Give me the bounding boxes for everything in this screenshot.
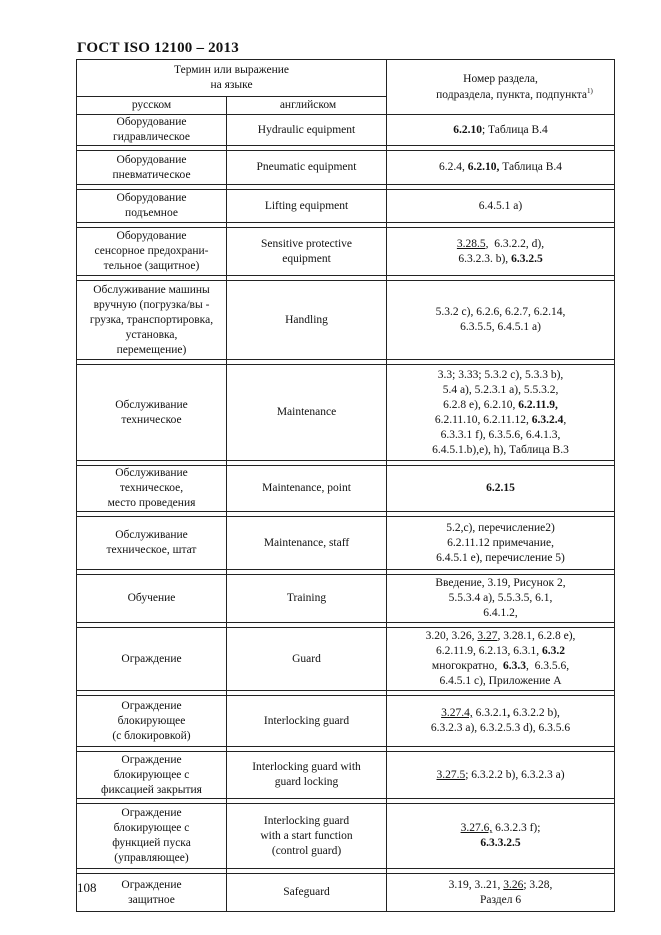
section-reference-line (390, 706, 611, 721)
term-russian-cell (77, 874, 227, 912)
section-reference-line (390, 606, 611, 621)
term-russian-line: (управляющее) (114, 852, 189, 864)
section-reference-line (390, 305, 611, 320)
section-reference-segment: 6.3.2 (541, 645, 565, 657)
section-reference-line (390, 413, 611, 428)
section-reference-cell (387, 365, 615, 461)
language-header-cell (77, 60, 387, 97)
section-reference-segment: , 6.3.5.6, (525, 660, 570, 672)
term-english-line: with a start function (260, 829, 353, 842)
term-english-line: guard locking (274, 776, 339, 788)
footnote-marker: 1) (587, 87, 593, 96)
section-reference-line (390, 821, 611, 836)
term-english-line: Sensitive protective (260, 237, 353, 250)
table-row (77, 804, 615, 869)
table-row (77, 151, 615, 185)
section-reference-segment: 3.26 (503, 878, 524, 891)
section-reference-segment: 6.4.5.1.b),е), h), Таблица В.3 (432, 443, 569, 456)
section-reference-line (390, 551, 611, 566)
section-reference-segment: 6.2.11.9, (518, 398, 558, 411)
section-reference-segment: 3.28.5, (456, 237, 489, 250)
term-russian-cell (77, 628, 227, 691)
term-russian-line: место проведения (107, 497, 196, 509)
term-english-line: Pneumatic equipment (256, 161, 357, 173)
term-english-line: Maintenance, staff (263, 536, 350, 549)
section-reference-segment: 6.3.5.5, 6.4.5.1 a) (460, 321, 541, 333)
term-russian-cell (77, 151, 227, 185)
section-reference-segment: многократно, (431, 660, 503, 672)
section-reference-segment: 6.3.2.1 (472, 707, 508, 719)
term-russian-cell (77, 190, 227, 223)
section-reference-segment: 6.4.5.1 с), Приложение А (439, 675, 562, 687)
term-russian-line: грузка, транспортировка, (89, 313, 214, 326)
section-reference-line (390, 644, 611, 659)
section-reference-segment: 6.2.11.10, 6.2.11.12, (434, 413, 532, 426)
section-reference-line (390, 123, 611, 138)
section-reference-cell (387, 115, 615, 146)
section-reference-segment: 6.3.3.1 f), 6.3.5.6, 6.4.1.3, (440, 428, 561, 441)
section-reference-cell (387, 190, 615, 223)
section-reference-cell (387, 874, 615, 912)
term-russian-line: Ограждение (121, 652, 182, 665)
term-russian-cell (77, 752, 227, 799)
section-reference-segment: 5.4 a), 5.2.3.1 a), 5.5.3.2, (442, 383, 559, 396)
section-reference-line (390, 536, 611, 551)
term-russian-line: блокирующее с (113, 822, 190, 834)
section-reference-line (390, 521, 611, 536)
section-reference-segment: 6.3.2.2 b), (510, 707, 560, 719)
term-russian-line: Ограждение (121, 807, 182, 819)
page-number: 108 (77, 880, 97, 895)
term-english-line: Handling (285, 313, 328, 326)
term-russian-line: Обслуживание машины (93, 283, 210, 296)
term-english-line: equipment (282, 252, 331, 265)
table-row (77, 228, 615, 276)
term-russian-line: сенсорное предохрани- (94, 245, 209, 257)
section-reference-segment: 6.2.10, (467, 161, 500, 173)
term-russian-line: гидравлическое (112, 131, 191, 143)
section-reference-segment: 6.3.2.4 (531, 413, 564, 426)
section-reference-segment: 6.3.2.5 (511, 252, 543, 265)
term-russian-line: Обучение (127, 592, 176, 604)
section-reference-line (390, 320, 611, 335)
section-reference-segment: 6.2.4, (439, 161, 468, 173)
section-reference-segment: 6.3.2.2, d), (488, 237, 545, 250)
document-title: ГОСТ ISO 12100 – 2013 (77, 40, 239, 56)
term-english-line: Maintenance, point (262, 482, 351, 494)
section-reference-cell (387, 628, 615, 691)
table-row (77, 628, 615, 691)
section-reference-line (390, 674, 611, 689)
term-russian-line: блокирующее с (113, 768, 190, 781)
term-english-cell (227, 115, 387, 146)
term-russian-line: установка, (125, 328, 178, 341)
section-reference-line (390, 836, 611, 851)
term-english-line: Safeguard (283, 886, 330, 898)
table-row (77, 517, 615, 570)
term-russian-line: Ограждение (121, 878, 182, 891)
section-reference-segment: 6.4.5.1 е), перечисление 5) (436, 551, 565, 564)
term-english-cell (227, 628, 387, 691)
term-russian-cell (77, 696, 227, 747)
term-english-line: Training (286, 592, 327, 604)
section-reference-segment: 6.2.11.9, 6.2.13, 6.3.1, (436, 645, 542, 657)
section-reference-segment: 6.4.1.2, (483, 607, 518, 619)
term-russian-cell (77, 281, 227, 360)
term-english-cell (227, 696, 387, 747)
term-english-cell (227, 874, 387, 912)
term-russian-line: (с блокировкой) (112, 729, 191, 742)
term-russian-line: Оборудование (116, 153, 187, 166)
section-reference-segment: 6.3.3.2.5 (480, 837, 521, 849)
term-english-line: Interlocking guard (263, 714, 350, 727)
term-english-line: Lifting equipment (264, 199, 349, 212)
term-russian-cell (77, 575, 227, 623)
term-russian-line: Оборудование (116, 192, 187, 204)
term-english-cell (227, 466, 387, 512)
section-reference-line (390, 629, 611, 644)
section-reference-line (390, 368, 611, 383)
reference-header-cell (387, 60, 615, 115)
table-row (77, 575, 615, 623)
table-row (77, 281, 615, 360)
section-reference-segment: 6.2.8 е), 6.2.10, (443, 398, 519, 411)
section-reference-segment: 6.3.2.3 a), 6.3.2.5.3 d), 6.3.5.6 (430, 722, 571, 734)
section-reference-segment: 5.5.3.4 а), 5.5.3.5, 6.1, (448, 592, 553, 604)
term-russian-line: Ограждение (121, 753, 182, 766)
section-reference-line (390, 443, 611, 458)
term-russian-line: тельное (защитное) (103, 260, 200, 272)
term-russian-cell (77, 517, 227, 570)
term-russian-line: Оборудование (116, 116, 187, 128)
section-reference-line (390, 878, 611, 893)
term-russian-line: блокирующее (117, 714, 186, 727)
section-reference-cell (387, 804, 615, 869)
term-russian-line: фиксацией закрытия (101, 783, 202, 796)
term-russian-line: функцией пуска (112, 837, 191, 849)
section-reference-segment: Таблица В.4 (499, 161, 562, 173)
section-reference-segment: 5.3.2 c), 6.2.6, 6.2.7, 6.2.14, (435, 306, 566, 318)
table-row (77, 696, 615, 747)
term-russian-line: Ограждение (121, 699, 182, 712)
section-reference-segment: 6.4.5.1 а) (478, 199, 523, 212)
reference-header-line (390, 87, 611, 103)
section-reference-line (390, 893, 611, 908)
section-reference-segment: Раздел 6 (479, 893, 522, 906)
term-russian-line: пневматическое (112, 168, 191, 181)
term-russian-line: Обслуживание (115, 529, 188, 541)
section-reference-segment: 6.2.11.12 примечание, (447, 536, 554, 549)
section-reference-segment: 3.20, 3.26, (425, 630, 478, 642)
term-english-line: (control guard) (271, 844, 342, 857)
section-reference-segment: , 3.28.1, 6.2.8 е), (497, 630, 576, 642)
section-reference-segment: ; 3.28, (523, 878, 553, 891)
section-reference-segment: 3.27.6, (460, 822, 493, 834)
column-header-english: английском (227, 97, 387, 115)
section-reference-segment: 3.27.4, (441, 707, 473, 719)
section-reference-segment: 3.27 (477, 630, 498, 642)
term-english-cell (227, 365, 387, 461)
section-reference-line (390, 481, 611, 496)
term-russian-cell (77, 228, 227, 276)
section-reference-cell (387, 151, 615, 185)
table-header-row (77, 60, 615, 97)
section-reference-line (390, 428, 611, 443)
term-english-line: Maintenance (276, 406, 337, 418)
terms-table (76, 59, 615, 912)
section-reference-segment: 6.3.2.3 f); (492, 822, 541, 834)
section-reference-segment: ; Таблица В.4 (481, 123, 548, 136)
section-reference-segment: , (507, 707, 511, 719)
section-reference-line (390, 160, 611, 175)
section-reference-segment: Введение, 3.19, Рисунок 2, (435, 577, 566, 589)
term-russian-line: защитное (128, 893, 175, 906)
section-reference-cell (387, 517, 615, 570)
table-row (77, 752, 615, 799)
term-russian-cell (77, 466, 227, 512)
section-reference-segment: 6.2.15 (486, 482, 515, 494)
term-russian-line: Оборудование (116, 230, 187, 242)
term-english-cell (227, 228, 387, 276)
term-english-cell (227, 804, 387, 869)
term-russian-cell (77, 804, 227, 869)
section-reference-segment: 6.3.2.3. b), (458, 252, 512, 265)
section-reference-segment: ; 6.3.2.2 b), 6.3.2.3 a) (465, 768, 565, 781)
table-row (77, 115, 615, 146)
term-english-cell (227, 752, 387, 799)
term-english-line: Guard (292, 652, 321, 665)
term-russian-line: Обслуживание (115, 398, 188, 411)
term-russian-line: техническое, штат (106, 544, 197, 556)
section-reference-segment: 6.2.10 (453, 123, 482, 136)
section-reference-line (390, 237, 611, 252)
section-reference-line (390, 576, 611, 591)
section-reference-cell (387, 575, 615, 623)
term-english-cell (227, 575, 387, 623)
section-reference-line (390, 199, 611, 214)
section-reference-segment: 3.27.5 (436, 768, 466, 781)
section-reference-line (390, 659, 611, 674)
section-reference-cell (387, 228, 615, 276)
section-reference-segment: 3.19, 3..21, (448, 878, 504, 891)
term-russian-line: перемещение) (116, 343, 187, 356)
term-english-line: Interlocking guard (263, 814, 350, 827)
reference-header-line: Номер раздела, (463, 73, 538, 85)
section-reference-segment: , (563, 413, 567, 426)
section-reference-line (390, 591, 611, 606)
table-row (77, 190, 615, 223)
section-reference-line (390, 383, 611, 398)
term-russian-cell (77, 365, 227, 461)
term-english-cell (227, 281, 387, 360)
section-reference-line (390, 398, 611, 413)
term-english-cell (227, 517, 387, 570)
term-english-line: Hydraulic equipment (257, 123, 356, 136)
term-english-cell (227, 190, 387, 223)
term-russian-line: Обслуживание (115, 467, 188, 479)
term-english-line: Interlocking guard with (252, 761, 361, 773)
term-russian-line: техническое (121, 413, 182, 426)
section-reference-cell (387, 466, 615, 512)
term-russian-line: подъемное (125, 207, 178, 219)
language-header-line: Термин или выражение (174, 64, 289, 76)
column-header-russian: русском (77, 97, 227, 115)
section-reference-segment: 3.3; 3.33; 5.3.2 с), 5.3.3 b), (437, 368, 564, 381)
section-reference-line (390, 252, 611, 267)
section-reference-line (390, 721, 611, 736)
language-header-line: на языке (210, 79, 253, 91)
term-russian-cell (77, 115, 227, 146)
section-reference-cell (387, 696, 615, 747)
section-reference-cell (387, 752, 615, 799)
table-row (77, 874, 615, 912)
table-row (77, 466, 615, 512)
term-russian-line: вручную (погрузка/вы - (93, 298, 210, 311)
section-reference-cell (387, 281, 615, 360)
table-row (77, 365, 615, 461)
term-russian-line: техническое, (119, 482, 184, 494)
term-english-cell (227, 151, 387, 185)
section-reference-segment: 6.3.3 (502, 660, 526, 672)
reference-header-text: подраздела, пункта, подпункта (436, 89, 588, 101)
section-reference-line (390, 768, 611, 783)
section-reference-segment: 5.2,с), перечисление2) (446, 521, 555, 534)
